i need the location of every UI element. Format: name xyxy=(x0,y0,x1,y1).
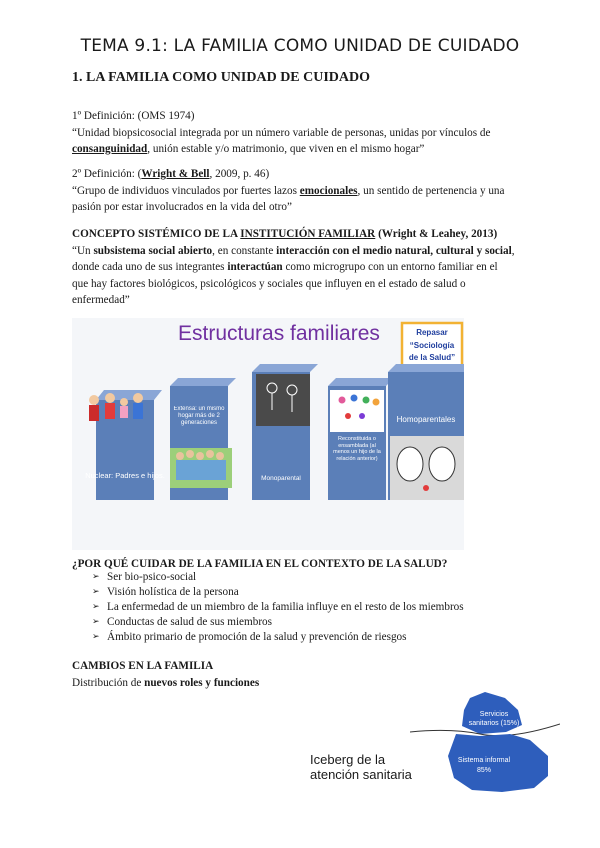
keyword-consanguinidad: consanguinidad xyxy=(72,143,148,155)
iceberg-diagram xyxy=(410,690,560,795)
list-item: ➢ Visión holística de la persona xyxy=(92,586,239,598)
panel-extensa-label: Extensa: un mismo hogar más de 2 generaciones xyxy=(173,406,225,426)
panel-homoparentales-label: Homoparentales xyxy=(396,415,456,424)
definition-1 xyxy=(72,108,532,158)
why-heading: ¿POR QUÉ CUIDAR DE LA FAMILIA EN EL CONTEXTO DE LA SALUD? xyxy=(72,558,448,570)
why-list xyxy=(92,570,464,645)
extended-family-photo xyxy=(170,448,232,488)
definition-1-label: 1º Definición: (OMS 1974) xyxy=(72,110,195,122)
definition-1-text: “Unidad biopsicosocial integrada por un número variable de personas, unidas por vínculos de xyxy=(72,126,491,139)
two-faces-illustration xyxy=(390,436,464,500)
page-title: TEMA 9.1: LA FAMILIA COMO UNIDAD DE CUIDADO xyxy=(80,36,520,56)
list-item: ➢ Conductas de salud de sus miembros xyxy=(92,616,272,628)
figure-title: Estructuras familiares xyxy=(178,322,380,345)
iceberg-top-line1: Servicios xyxy=(479,711,509,718)
iceberg-bottom-line2: 85% xyxy=(476,767,492,774)
list-item: ➢ Ser bio-psico-social xyxy=(92,571,197,583)
definition-2-text: “Grupo de individuos vinculados por fuertes lazos emocionales, un sentido de pertenencia y una xyxy=(72,184,505,197)
repasar-sociologia: “Sociología xyxy=(409,341,455,350)
changes-text: Distribución de nuevos roles y funciones xyxy=(72,677,260,689)
concept-heading: CONCEPTO SISTÉMICO DE LA INSTITUCIÓN FAMILIAR (Wright & Leahey, 2013) xyxy=(72,228,498,240)
panel-reconstituida-label: Reconstituida o ensamblada (al menos un hijo de la relación anterior) xyxy=(333,436,381,462)
list-item: ➢ La enfermedad de un miembro de la familia influye en el resto de los miembros xyxy=(92,601,464,613)
section-heading: 1. LA FAMILIA COMO UNIDAD DE CUIDADO xyxy=(72,70,371,85)
concept-line-1: “Un subsistema social abierto, en constante interacción con el medio natural, cultural y social, xyxy=(72,244,515,257)
list-item: ➢ Ámbito primario de promoción de la salud y prevención de riesgos xyxy=(92,631,407,643)
definition-2-text-2: pasión por estar involucrados en la vida del otro” xyxy=(72,201,292,213)
definition-2 xyxy=(72,166,532,216)
author-wright-bell: Wright & Bell xyxy=(141,168,210,180)
changes-heading: CAMBIOS EN LA FAMILIA xyxy=(72,660,214,672)
definition-1-text-2: consanguinidad, unión estable y/o matrimonio, que viven en el mismo hogar” xyxy=(72,143,425,155)
iceberg-top-line2: sanitarios (15%) xyxy=(468,720,520,727)
concept-line-3: que hay factores biológicos, psicológicos y sociales que influyen en el estado de salud o xyxy=(72,277,466,290)
keyword-emocionales: emocionales xyxy=(299,184,358,197)
panel-monoparental-label: Monoparental xyxy=(261,475,301,482)
iceberg-bottom-line1: Sistema informal xyxy=(457,757,511,764)
iceberg-caption: Iceberg de la atención sanitaria xyxy=(310,752,412,782)
chalk-drawing xyxy=(256,374,310,426)
systemic-concept xyxy=(72,226,532,309)
concept-line-2: donde cada uno de sus integrantes interactúan como microgrupo con un entorno familiar en el xyxy=(72,261,498,273)
repasar-text: Repasar xyxy=(416,328,448,337)
blended-family-drawing xyxy=(330,390,384,432)
concept-line-4: enfermedad” xyxy=(72,294,130,306)
definition-2-label: 2º Definición: (Wright & Bell, 2009, p. 46) xyxy=(72,168,270,180)
repasar-salud: de la Salud” xyxy=(408,353,456,362)
panel-nuclear-label: Nuclear: Padres e hijos. xyxy=(85,471,165,480)
family-structures-image xyxy=(72,318,464,550)
